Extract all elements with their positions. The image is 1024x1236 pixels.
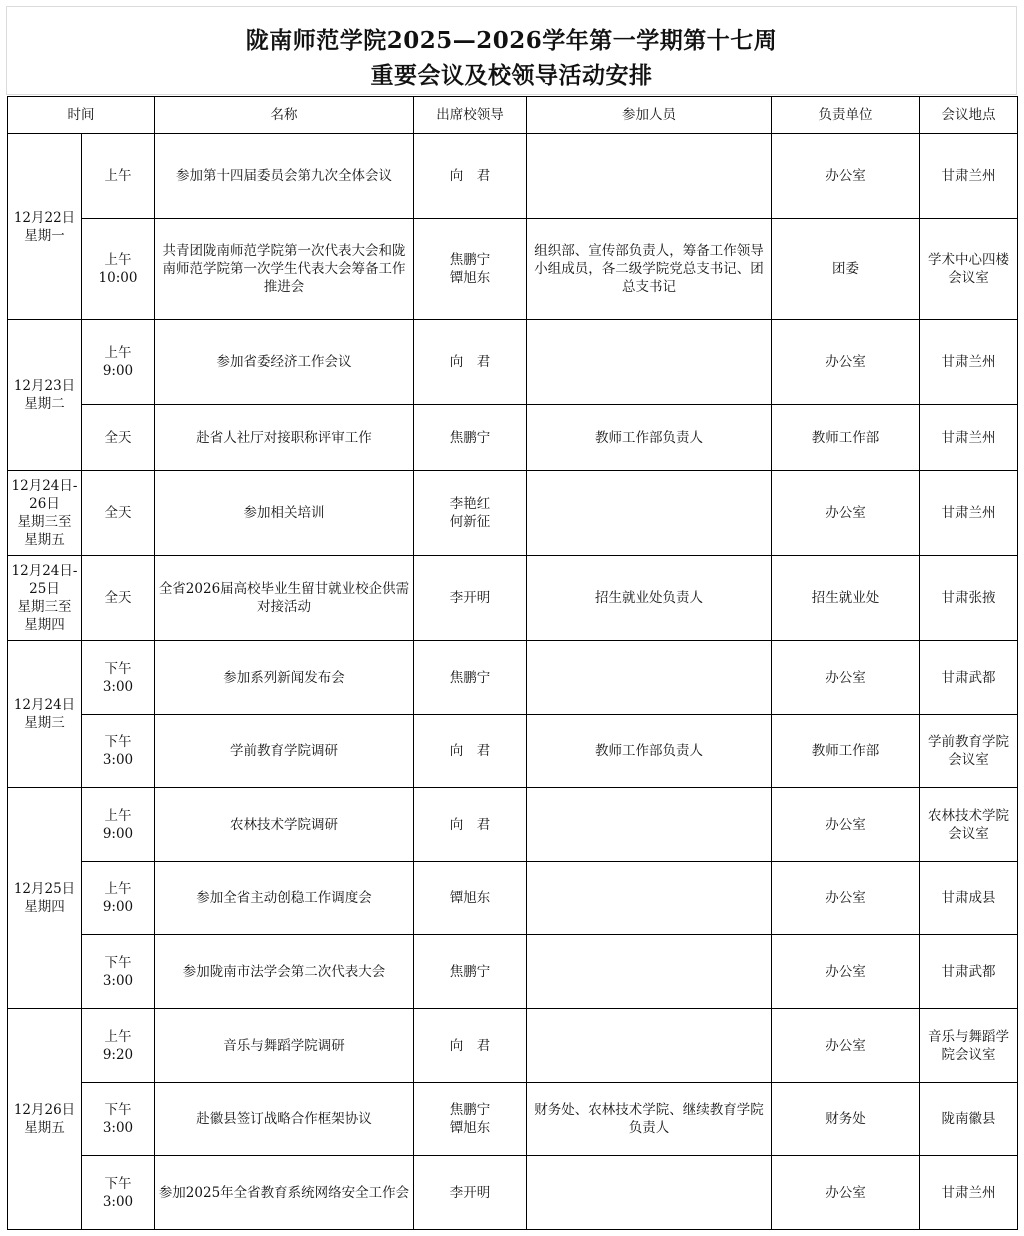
attendees-cell: 教师工作部负责人 [527, 405, 772, 471]
unit-cell: 办公室 [772, 788, 920, 862]
time-cell: 上午 9:20 [82, 1009, 155, 1083]
attendees-cell [527, 320, 772, 405]
name-cell: 全省2026届高校毕业生留甘就业校企供需对接活动 [155, 556, 414, 641]
document-title: 陇南师范学院2025—2026学年第一学期第十七周 [245, 27, 778, 54]
leaders-cell: 向 君 [414, 320, 527, 405]
name-cell: 参加相关培训 [155, 471, 414, 556]
time-cell: 下午 3:00 [82, 1156, 155, 1230]
attendees-cell [527, 1156, 772, 1230]
header-row [8, 97, 1018, 134]
leaders-cell: 焦鹏宁 镡旭东 [414, 1083, 527, 1156]
name-cell: 共青团陇南师范学院第一次代表大会和陇南师范学院第一次学生代表大会筹备工作推进会 [155, 219, 414, 320]
table-row [8, 715, 1018, 788]
document-subtitle: 重要会议及校领导活动安排 [370, 62, 653, 89]
header-location: 会议地点 [920, 97, 1018, 134]
name-cell: 参加第十四届委员会第九次全体会议 [155, 134, 414, 219]
location-cell: 甘肃兰州 [920, 320, 1018, 405]
leaders-cell: 向 君 [414, 1009, 527, 1083]
unit-cell: 办公室 [772, 134, 920, 219]
time-cell: 全天 [82, 556, 155, 641]
name-cell: 农林技术学院调研 [155, 788, 414, 862]
unit-cell: 办公室 [772, 1156, 920, 1230]
leaders-cell: 向 君 [414, 134, 527, 219]
unit-cell: 办公室 [772, 935, 920, 1009]
attendees-cell [527, 134, 772, 219]
time-cell: 下午 3:00 [82, 1083, 155, 1156]
name-cell: 参加陇南市法学会第二次代表大会 [155, 935, 414, 1009]
unit-cell: 办公室 [772, 320, 920, 405]
header-time: 时间 [8, 97, 155, 134]
table-row [8, 1009, 1018, 1083]
leaders-cell: 焦鹏宁 [414, 405, 527, 471]
leaders-cell: 焦鹏宁 [414, 935, 527, 1009]
table-row [8, 935, 1018, 1009]
name-cell: 参加系列新闻发布会 [155, 641, 414, 715]
location-cell: 农林技术学院 会议室 [920, 788, 1018, 862]
leaders-cell: 李开明 [414, 556, 527, 641]
unit-cell: 办公室 [772, 641, 920, 715]
leaders-cell: 焦鹏宁 镡旭东 [414, 219, 527, 320]
name-cell: 参加2025年全省教育系统网络安全工作会 [155, 1156, 414, 1230]
header-unit: 负责单位 [772, 97, 920, 134]
location-cell: 学术中心四楼 会议室 [920, 219, 1018, 320]
name-cell: 赴省人社厅对接职称评审工作 [155, 405, 414, 471]
table-row [8, 405, 1018, 471]
day-cell: 12月24日- 26日 星期三至 星期五 [8, 471, 82, 556]
unit-cell: 招生就业处 [772, 556, 920, 641]
leaders-cell: 李艳红 何新征 [414, 471, 527, 556]
time-cell: 上午 10:00 [82, 219, 155, 320]
name-cell: 赴徽县签订战略合作框架协议 [155, 1083, 414, 1156]
table-row [8, 641, 1018, 715]
attendees-cell: 财务处、农林技术学院、继续教育学院负责人 [527, 1083, 772, 1156]
leaders-cell: 向 君 [414, 788, 527, 862]
location-cell: 甘肃兰州 [920, 134, 1018, 219]
time-cell: 上午 9:00 [82, 320, 155, 405]
header-leaders: 出席校领导 [414, 97, 527, 134]
unit-cell: 财务处 [772, 1083, 920, 1156]
unit-cell: 团委 [772, 219, 920, 320]
attendees-cell: 组织部、宣传部负责人，筹备工作领导小组成员，各二级学院党总支书记、团总支书记 [527, 219, 772, 320]
table-row [8, 1156, 1018, 1230]
name-cell: 学前教育学院调研 [155, 715, 414, 788]
location-cell: 甘肃张掖 [920, 556, 1018, 641]
location-cell: 甘肃成县 [920, 862, 1018, 935]
attendees-cell [527, 641, 772, 715]
table-row [8, 788, 1018, 862]
attendees-cell [527, 862, 772, 935]
time-cell: 上午 9:00 [82, 862, 155, 935]
day-cell: 12月24日 星期三 [8, 641, 82, 788]
time-cell: 下午 3:00 [82, 935, 155, 1009]
day-cell: 12月26日 星期五 [8, 1009, 82, 1230]
location-cell: 甘肃兰州 [920, 471, 1018, 556]
header-attendees: 参加人员 [527, 97, 772, 134]
time-cell: 上午 [82, 134, 155, 219]
attendees-cell: 教师工作部负责人 [527, 715, 772, 788]
name-cell: 参加省委经济工作会议 [155, 320, 414, 405]
attendees-cell: 招生就业处负责人 [527, 556, 772, 641]
location-cell: 甘肃武都 [920, 935, 1018, 1009]
day-cell: 12月23日 星期二 [8, 320, 82, 471]
table-row [8, 556, 1018, 641]
title-box [6, 6, 1017, 95]
location-cell: 甘肃兰州 [920, 405, 1018, 471]
attendees-cell [527, 471, 772, 556]
time-cell: 全天 [82, 405, 155, 471]
location-cell: 陇南徽县 [920, 1083, 1018, 1156]
time-cell: 下午 3:00 [82, 715, 155, 788]
schedule-table [7, 96, 1018, 1230]
table-row [8, 219, 1018, 320]
unit-cell: 办公室 [772, 862, 920, 935]
unit-cell: 教师工作部 [772, 405, 920, 471]
unit-cell: 办公室 [772, 471, 920, 556]
table-row [8, 862, 1018, 935]
location-cell: 甘肃兰州 [920, 1156, 1018, 1230]
location-cell: 甘肃武都 [920, 641, 1018, 715]
time-cell: 全天 [82, 471, 155, 556]
location-cell: 学前教育学院 会议室 [920, 715, 1018, 788]
time-cell: 上午 9:00 [82, 788, 155, 862]
table-row [8, 1083, 1018, 1156]
leaders-cell: 镡旭东 [414, 862, 527, 935]
attendees-cell [527, 935, 772, 1009]
leaders-cell: 焦鹏宁 [414, 641, 527, 715]
unit-cell: 办公室 [772, 1009, 920, 1083]
day-cell: 12月25日 星期四 [8, 788, 82, 1009]
header-name: 名称 [155, 97, 414, 134]
time-cell: 下午 3:00 [82, 641, 155, 715]
leaders-cell: 李开明 [414, 1156, 527, 1230]
day-cell: 12月22日 星期一 [8, 134, 82, 320]
name-cell: 参加全省主动创稳工作调度会 [155, 862, 414, 935]
leaders-cell: 向 君 [414, 715, 527, 788]
attendees-cell [527, 1009, 772, 1083]
location-cell: 音乐与舞蹈学 院会议室 [920, 1009, 1018, 1083]
name-cell: 音乐与舞蹈学院调研 [155, 1009, 414, 1083]
table-row [8, 471, 1018, 556]
table-row [8, 320, 1018, 405]
day-cell: 12月24日- 25日 星期三至 星期四 [8, 556, 82, 641]
unit-cell: 教师工作部 [772, 715, 920, 788]
table-row [8, 134, 1018, 219]
attendees-cell [527, 788, 772, 862]
